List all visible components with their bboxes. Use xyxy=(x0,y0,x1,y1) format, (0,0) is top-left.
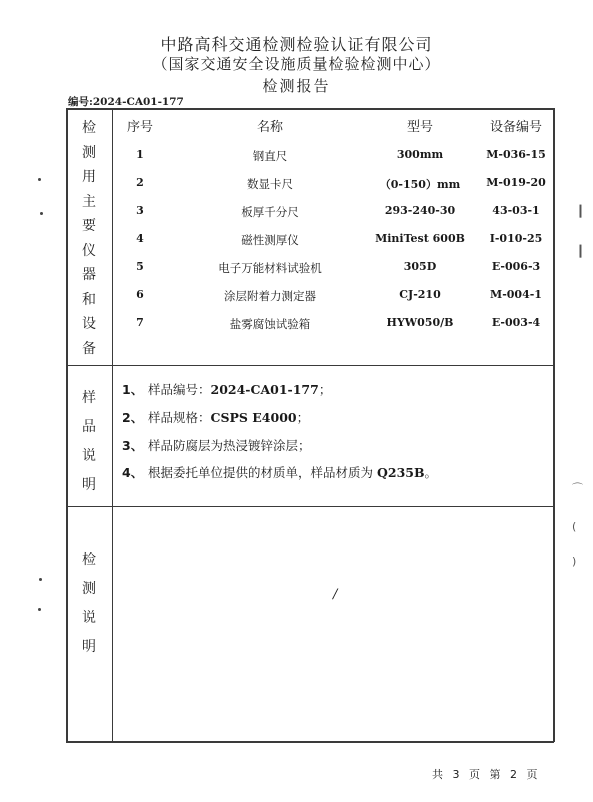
sample-item xyxy=(122,463,437,481)
equipment-label-char: 用 xyxy=(82,169,96,185)
equipment-model: CJ-210 xyxy=(399,288,441,301)
sample-section-label xyxy=(66,384,112,500)
equipment-label-char: 仪 xyxy=(82,242,96,259)
seam-stamp-fragment: ( xyxy=(572,520,577,533)
sample-item-num: 3、 xyxy=(122,438,144,453)
equipment-seq: 1 xyxy=(136,148,144,161)
equipment-row xyxy=(0,148,593,168)
equipment-seq: 2 xyxy=(136,176,144,189)
seam-stamp-fragment: ▕▏ xyxy=(572,205,589,218)
column-header-device-no: 设备编号 xyxy=(489,120,542,135)
total-pages: 共 3 页 xyxy=(432,768,480,781)
scan-speck xyxy=(38,608,41,611)
sample-item-num: 2、 xyxy=(122,410,144,425)
equipment-model: 305D xyxy=(403,260,437,273)
equipment-row xyxy=(0,316,593,336)
equipment-name: 磁性测厚仪 xyxy=(241,233,299,247)
sample-item-num: 1、 xyxy=(122,382,144,397)
equipment-row xyxy=(0,288,593,308)
equipment-device-no: M-036-15 xyxy=(486,148,546,161)
equipment-label-char: 和 xyxy=(82,291,96,308)
equipment-seq: 5 xyxy=(136,260,144,273)
equipment-name: 涂层附着力测定器 xyxy=(224,289,316,303)
equipment-seq: 4 xyxy=(136,232,144,245)
sample-item-suffix: ； xyxy=(318,382,332,397)
equipment-label-char: 设 xyxy=(82,316,96,332)
scan-speck xyxy=(38,178,41,181)
equipment-device-no: 43-03-1 xyxy=(492,204,540,217)
sample-label-char: 品 xyxy=(82,419,96,435)
sample-item-value: CSPS E4000 xyxy=(210,410,297,425)
sample-item-prefix: 根据委托单位提供的材质单，样品材质为 xyxy=(148,465,377,480)
sample-item-value: Q235B xyxy=(376,465,425,480)
equipment-label-char: 器 xyxy=(82,267,96,283)
sample-item xyxy=(122,436,311,454)
center-name: （国家交通安全设施质量检验检测中心） xyxy=(152,55,441,73)
report-title: 检测报告 xyxy=(262,77,331,95)
equipment-row xyxy=(0,260,593,280)
test-section-label xyxy=(66,546,112,662)
equipment-seq: 7 xyxy=(136,316,144,329)
sample-label-char: 明 xyxy=(82,477,96,493)
equipment-row xyxy=(0,204,593,224)
sample-label-char: 说 xyxy=(82,448,96,464)
equipment-model: MiniTest 600B xyxy=(375,232,465,245)
page-footer xyxy=(432,766,538,782)
sample-item-prefix: 样品规格： xyxy=(148,410,211,425)
sample-item-suffix: ； xyxy=(296,410,310,425)
equipment-seq: 3 xyxy=(136,204,144,217)
test-label-char: 检 xyxy=(82,552,96,568)
equipment-device-no: E-003-4 xyxy=(491,316,541,329)
equipment-name: 电子万能材料试验机 xyxy=(218,261,322,275)
scan-speck xyxy=(40,212,43,215)
sample-item-value: 2024-CA01-177 xyxy=(210,382,319,397)
sample-item-suffix: 。 xyxy=(424,465,438,480)
equipment-name: 板厚千分尺 xyxy=(241,205,299,219)
current-page: 第 2 页 xyxy=(489,768,538,781)
equipment-label-char: 检 xyxy=(82,120,96,136)
sample-label-char: 样 xyxy=(82,390,96,406)
equipment-device-no: E-006-3 xyxy=(491,260,541,273)
report-number: 编号:2024-CA01-177 xyxy=(68,96,184,108)
equipment-model: （0-150）mm xyxy=(379,178,461,191)
equipment-row xyxy=(0,176,593,196)
equipment-name: 钢直尺 xyxy=(252,149,288,163)
equipment-device-no: I-010-25 xyxy=(489,232,543,245)
org-name: 中路高科交通检测检验认证有限公司 xyxy=(160,35,433,54)
equipment-label-char: 主 xyxy=(82,193,96,210)
equipment-model: HYW050/B xyxy=(386,316,454,329)
sample-item xyxy=(122,380,331,398)
sample-item-prefix: 样品防腐层为热浸镀锌涂层； xyxy=(148,438,311,453)
column-header-name: 名称 xyxy=(256,120,283,135)
equipment-label-char: 测 xyxy=(82,144,96,161)
scan-speck xyxy=(39,578,42,581)
equipment-label-char: 备 xyxy=(82,340,96,357)
equipment-name: 盐雾腐蚀试验箱 xyxy=(229,317,311,331)
test-label-char: 明 xyxy=(82,639,96,655)
equipment-model: 293-240-30 xyxy=(384,204,456,217)
sample-item-num: 4、 xyxy=(122,465,144,480)
column-header-model: 型号 xyxy=(406,120,433,135)
test-label-char: 测 xyxy=(82,581,96,597)
equipment-seq: 6 xyxy=(136,288,144,301)
equipment-device-no: M-019-20 xyxy=(486,176,546,189)
equipment-model: 300mm xyxy=(396,148,444,161)
equipment-name: 数显卡尺 xyxy=(247,177,293,191)
equipment-row xyxy=(0,232,593,252)
equipment-device-no: M-004-1 xyxy=(490,288,542,301)
column-header-seq: 序号 xyxy=(126,120,153,135)
equipment-label-char: 要 xyxy=(82,218,96,234)
seam-stamp-fragment: ⌒ xyxy=(572,482,583,495)
seam-stamp-fragment: ▕▏ xyxy=(572,245,589,258)
sample-item-prefix: 样品编号： xyxy=(148,382,211,397)
test-description-content: / xyxy=(333,587,338,602)
test-label-char: 说 xyxy=(82,610,96,626)
seam-stamp-fragment: ) xyxy=(572,555,577,568)
sample-item xyxy=(122,408,309,426)
